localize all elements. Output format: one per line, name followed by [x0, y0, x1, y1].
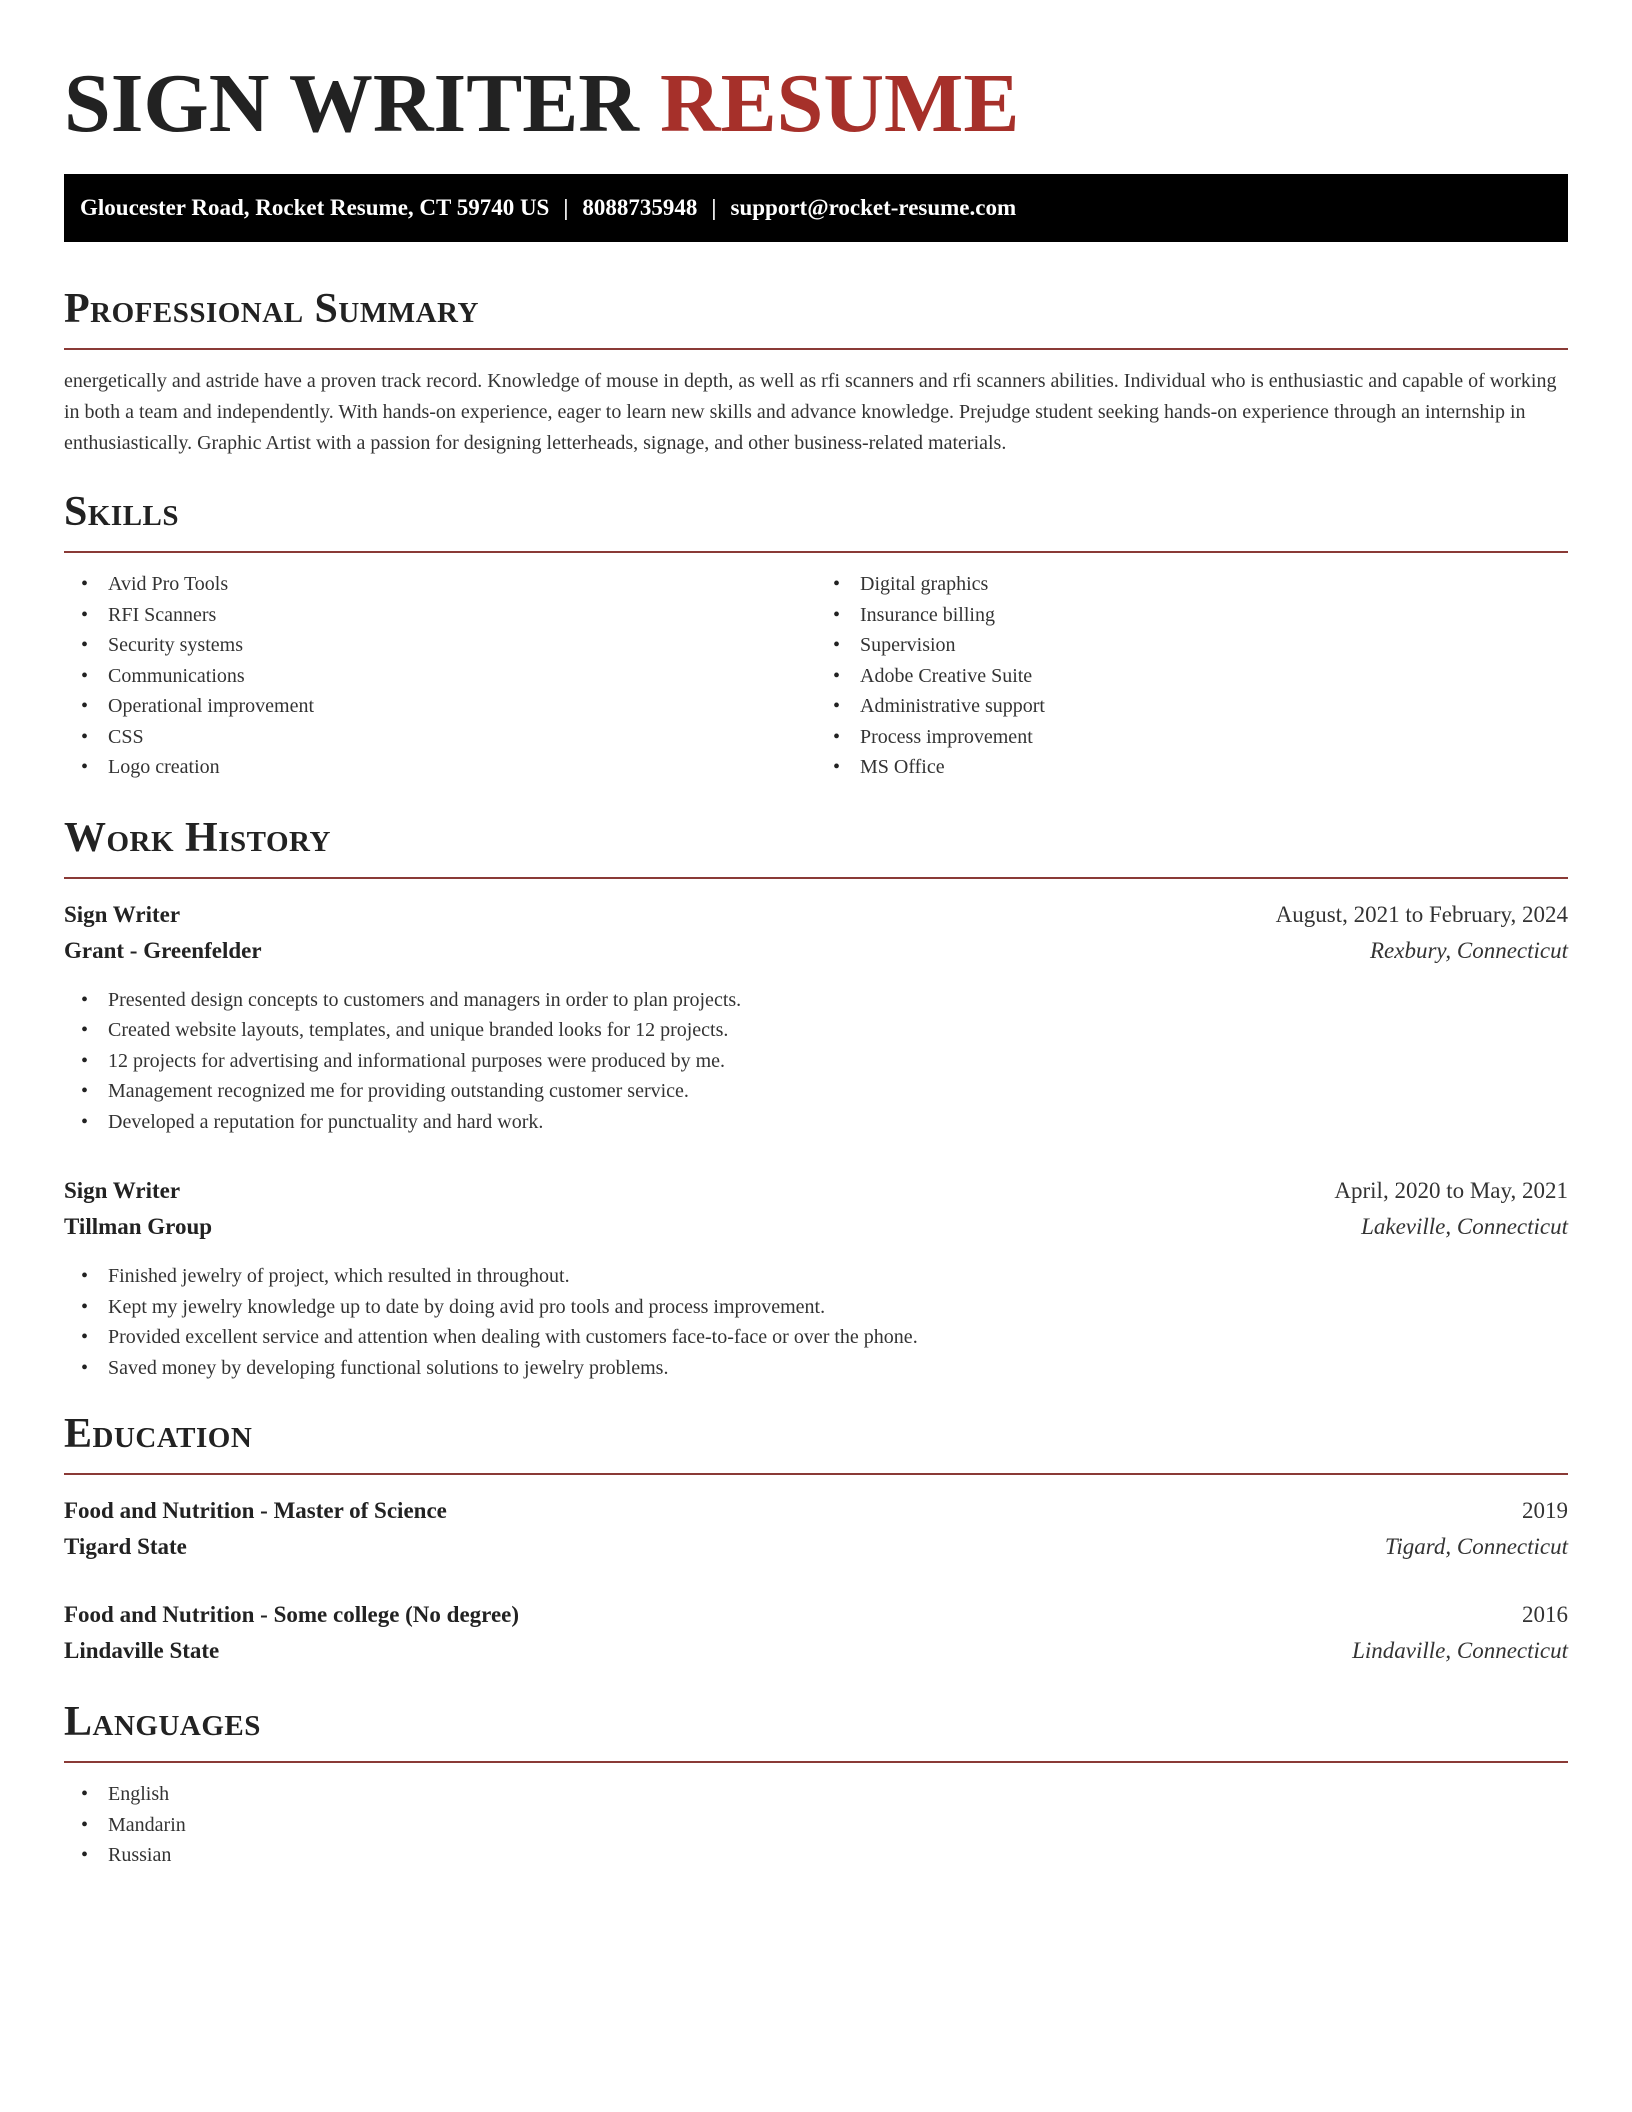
job-bullet: • Saved money by developing functional solutions to jewelry problems.	[108, 1353, 1568, 1384]
job-dates: April, 2020 to May, 2021	[1334, 1178, 1568, 1203]
job-role: Sign Writer	[64, 1178, 181, 1203]
skill-item: • Security systems	[108, 630, 816, 661]
languages-heading: Languages	[64, 1699, 261, 1745]
job-company-row	[64, 1209, 1568, 1245]
job-bullet: • Finished jewelry of project, which resulted in throughout.	[108, 1261, 1568, 1292]
job-dates: August, 2021 to February, 2024	[1275, 901, 1568, 927]
job-entry	[64, 897, 1568, 1138]
skills-section	[64, 487, 1568, 783]
job-bullet: • Developed a reputation for punctuality and hard work.	[108, 1107, 1568, 1138]
education-school: Lindaville State	[64, 1638, 220, 1663]
job-bullets	[64, 985, 1568, 1138]
job-bullet: • Kept my jewelry knowledge up to date by doing avid pro tools and process improvement.	[108, 1292, 1568, 1323]
education-location: Lindaville, Connecticut	[1352, 1638, 1568, 1663]
education-year: 2019	[1522, 1498, 1568, 1523]
education-entry	[64, 1493, 1568, 1565]
summary-text: energetically and astride have a proven track record. Knowledge of mouse in depth, as well as rfi scanners and rfi scanners abilities. Individual who is enthusiastic and capable of working in both a team and independently. With hands-on experience, eager to learn new skills and advance knowledge. Prejudge student seeking hands-on experience through an internship in enthusiastically. Graphic Artist with a passion for designing letterheads, signage, and other business-related materials.	[64, 370, 1557, 454]
education-header-row	[64, 1493, 1568, 1529]
summary-section	[64, 284, 1568, 459]
contact-separator: |	[563, 195, 569, 220]
education-school: Tigard State	[64, 1534, 187, 1559]
language-item: • English	[108, 1779, 1568, 1810]
resume-title	[64, 58, 1568, 150]
education-school-row	[64, 1633, 1568, 1669]
section-divider	[64, 1761, 1568, 1763]
language-item: • Russian	[108, 1840, 1568, 1871]
job-bullets	[64, 1261, 1568, 1383]
resume-page	[64, 0, 1568, 1871]
work-history-section	[64, 813, 1568, 1384]
skill-item: • Communications	[108, 661, 816, 692]
skill-item: • Avid Pro Tools	[108, 569, 816, 600]
skill-item: • RFI Scanners	[108, 600, 816, 631]
job-bullet: • Created website layouts, templates, and unique branded looks for 12 projects.	[108, 1015, 1568, 1046]
education-entry	[64, 1597, 1568, 1669]
education-degree: Food and Nutrition - Some college (No degree)	[64, 1602, 520, 1627]
languages-list	[64, 1779, 1568, 1871]
job-bullet: • Provided excellent service and attention when dealing with customers face-to-face or over the phone.	[108, 1322, 1568, 1353]
education-heading: Education	[64, 1411, 253, 1457]
skills-column-left	[64, 569, 816, 783]
job-bullet: • Presented design concepts to customers and managers in order to plan projects.	[108, 985, 1568, 1016]
job-bullet: • Management recognized me for providing outstanding customer service.	[108, 1076, 1568, 1107]
job-company-row	[64, 933, 1568, 969]
skill-item: • Administrative support	[860, 691, 1568, 722]
section-divider	[64, 551, 1568, 553]
job-header-row	[64, 1173, 1568, 1209]
job-entry	[64, 1173, 1568, 1383]
contact-phone: 8088735948	[582, 195, 698, 220]
skill-item: • Adobe Creative Suite	[860, 661, 1568, 692]
skill-item: • Logo creation	[108, 752, 816, 783]
language-item: • Mandarin	[108, 1810, 1568, 1841]
skill-item: • Digital graphics	[860, 569, 1568, 600]
contact-address: Gloucester Road, Rocket Resume, CT 59740 US	[80, 195, 550, 220]
work-history-heading: Work History	[64, 814, 331, 861]
skill-item: • Operational improvement	[108, 691, 816, 722]
section-divider	[64, 1473, 1568, 1475]
job-company: Grant - Greenfelder	[64, 937, 262, 963]
contact-email: support@rocket-resume.com	[730, 195, 1017, 220]
section-divider	[64, 877, 1568, 879]
skill-item: • Insurance billing	[860, 600, 1568, 631]
education-year: 2016	[1522, 1602, 1568, 1627]
job-bullet: • 12 projects for advertising and informational purposes were produced by me.	[108, 1046, 1568, 1077]
contact-bar	[64, 174, 1568, 242]
skills-list	[64, 569, 1568, 783]
education-school-row	[64, 1529, 1568, 1565]
skills-column-right	[816, 569, 1568, 783]
languages-section	[64, 1697, 1568, 1871]
education-location: Tigard, Connecticut	[1384, 1534, 1568, 1559]
summary-heading: Professional Summary	[64, 286, 479, 332]
job-location: Lakeville, Connecticut	[1361, 1214, 1568, 1239]
title-accent: RESUME	[659, 57, 1020, 150]
job-location: Rexbury, Connecticut	[1370, 937, 1568, 963]
skill-item: • Supervision	[860, 630, 1568, 661]
skill-item: • MS Office	[860, 752, 1568, 783]
skills-heading: Skills	[64, 489, 180, 535]
skill-item: • Process improvement	[860, 722, 1568, 753]
job-company: Tillman Group	[64, 1214, 213, 1239]
section-divider	[64, 348, 1568, 350]
education-degree: Food and Nutrition - Master of Science	[64, 1498, 447, 1523]
education-header-row	[64, 1597, 1568, 1633]
education-section	[64, 1409, 1568, 1669]
title-main: SIGN WRITER	[64, 57, 639, 150]
job-header-row	[64, 897, 1568, 933]
job-role: Sign Writer	[64, 901, 181, 927]
skill-item: • CSS	[108, 722, 816, 753]
contact-separator: |	[711, 195, 717, 220]
